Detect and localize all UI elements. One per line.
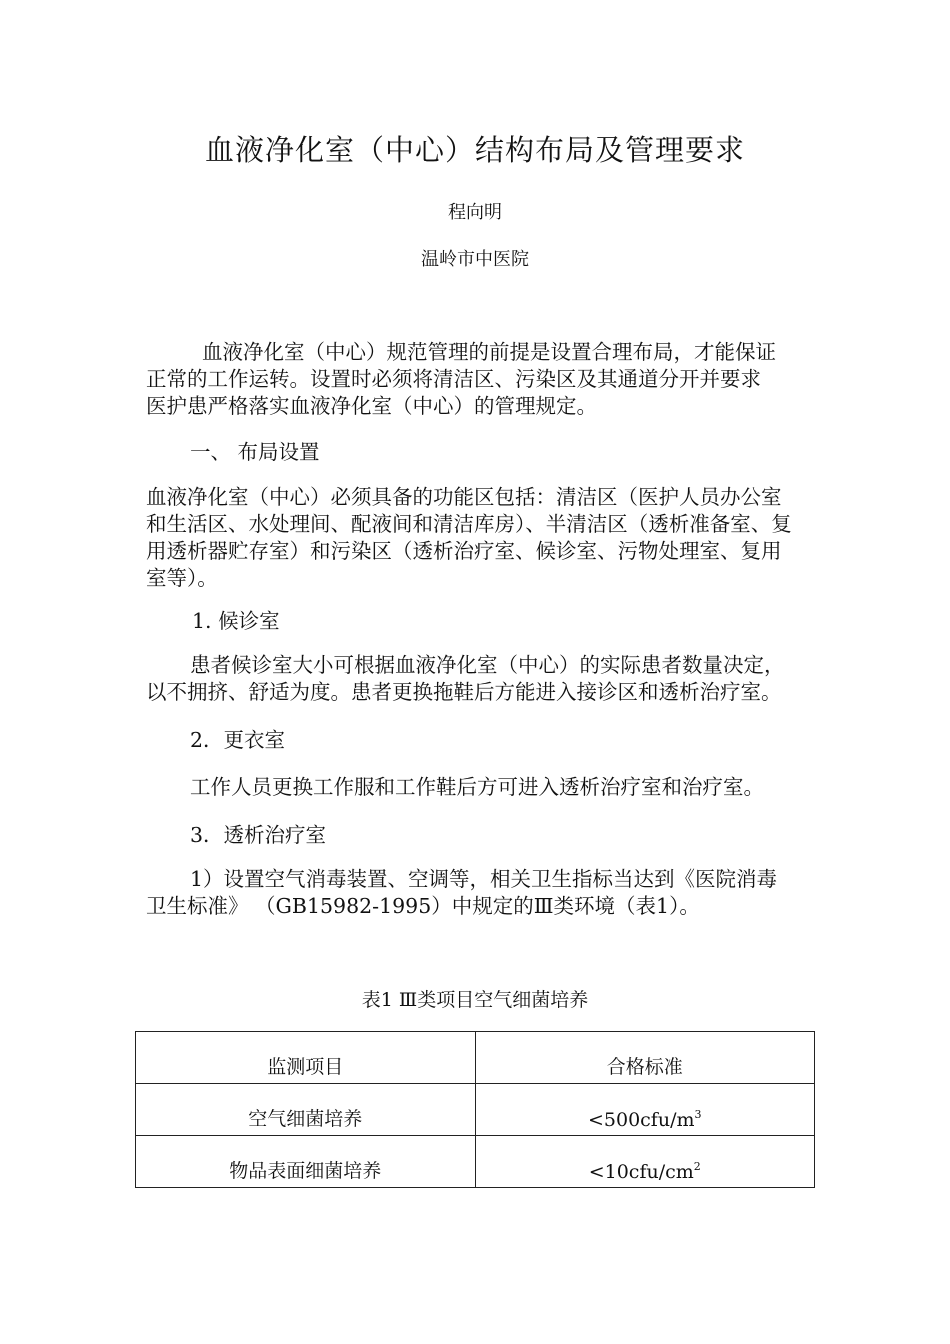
author-name: 程向明 — [448, 202, 502, 223]
text-line: 以不拥挤、舒适为度。患者更换拖鞋后方能进入接诊区和透析治疗室。 — [146, 680, 782, 704]
section-layout-paragraph — [146, 484, 808, 592]
table-header-row — [136, 1032, 815, 1084]
text-line: 血液净化室（中心）必须具备的功能区包括：清洁区（医护人员办公室 — [146, 485, 782, 509]
text-line: 和生活区、水处理间、配液间和清洁库房）、半清洁区（透析准备室、复 — [146, 512, 792, 536]
organization-name: 温岭市中医院 — [421, 249, 529, 270]
table-caption: 表1 Ⅲ类项目空气细菌培养 — [361, 989, 589, 1011]
item-heading-changing-room: 2．更衣室 — [190, 728, 286, 752]
waiting-room-paragraph — [146, 652, 808, 706]
text-line: 医护患严格落实血液净化室（中心）的管理规定。 — [146, 394, 597, 418]
table-row — [136, 1136, 815, 1188]
text-line: 血液净化室（中心）规范管理的前提是设置合理布局，才能保证 — [202, 340, 776, 364]
standard-value: <500cfu/m — [587, 1109, 695, 1131]
table-cell-standard — [475, 1136, 815, 1188]
table-cell-item: 物品表面细菌培养 — [136, 1136, 476, 1188]
text-line: 患者候诊室大小可根据血液净化室（中心）的实际患者数量决定， — [190, 653, 785, 677]
item-heading-waiting-room: 1. 候诊室 — [192, 609, 280, 633]
intro-paragraph — [146, 339, 808, 420]
standard-value: <10cfu/cm — [588, 1161, 694, 1183]
text-line: 卫生标准》 （GB15982-1995）中规定的Ⅲ类环境（表1）。 — [146, 894, 700, 918]
table-cell-standard — [475, 1084, 815, 1136]
unit-exponent: 2 — [693, 1160, 701, 1173]
standards-table — [135, 1031, 815, 1188]
section-heading-layout: 一、 布局设置 — [190, 440, 320, 464]
table-cell-item: 空气细菌培养 — [136, 1084, 476, 1136]
changing-room-text: 工作人员更换工作服和工作鞋后方可进入透析治疗室和治疗室。 — [190, 775, 764, 799]
text-line: 用透析器贮存室）和污染区（透析治疗室、候诊室、污物处理室、复用 — [146, 539, 782, 563]
table-header-cell: 合格标准 — [475, 1032, 815, 1084]
text-line: 正常的工作运转。设置时必须将清洁区、污染区及其通道分开并要求 — [146, 367, 761, 391]
document-title: 血液净化室（中心）结构布局及管理要求 — [204, 133, 745, 167]
item-heading-dialysis-room: 3．透析治疗室 — [190, 823, 327, 847]
table-row — [136, 1084, 815, 1136]
text-line: 1）设置空气消毒装置、空调等，相关卫生指标当达到《医院消毒 — [190, 867, 778, 891]
dialysis-room-paragraph — [146, 866, 808, 920]
unit-exponent: 3 — [694, 1108, 702, 1121]
table-header-cell: 监测项目 — [136, 1032, 476, 1084]
text-line: 室等）。 — [146, 566, 218, 590]
